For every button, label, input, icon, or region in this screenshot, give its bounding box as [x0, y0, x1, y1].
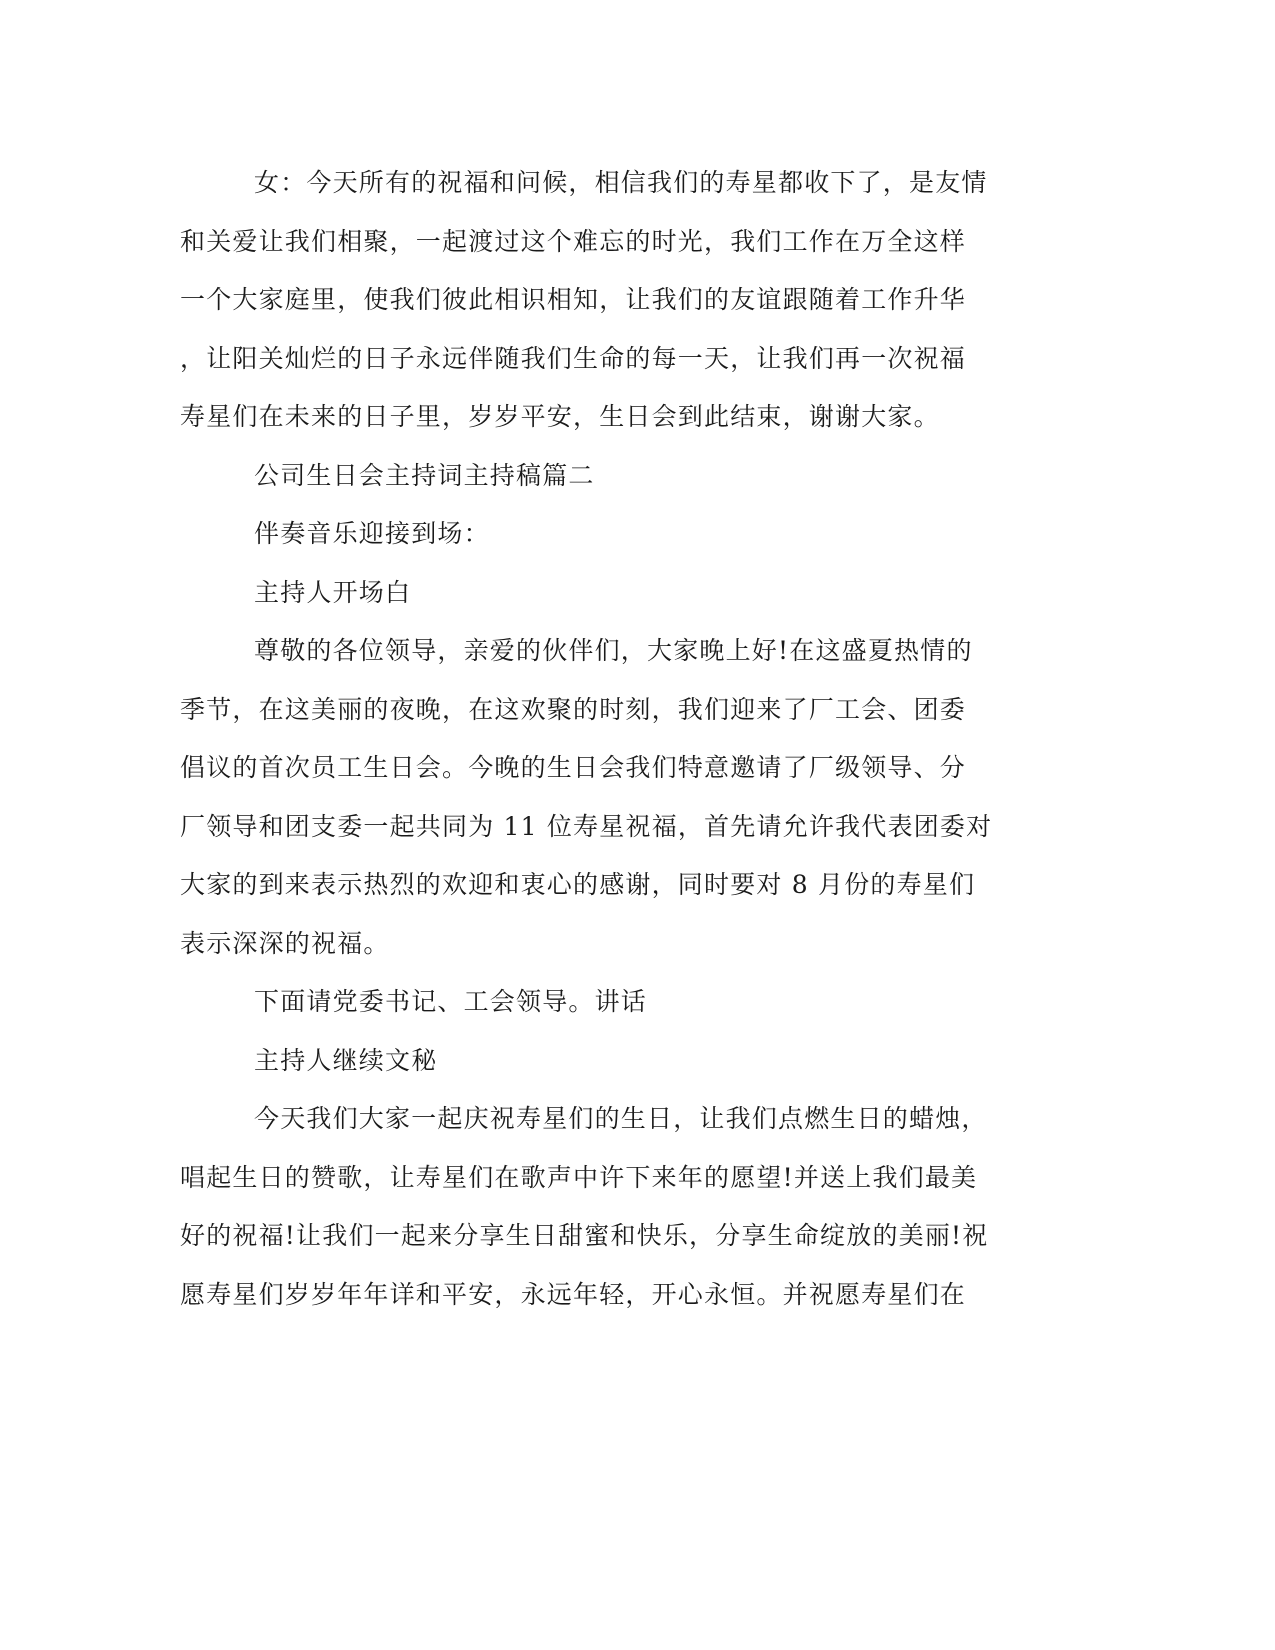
text-line: 好的祝福!让我们一起来分享生日甜蜜和快乐，分享生命绽放的美丽!祝 [180, 1221, 989, 1250]
text-line: 一个大家庭里，使我们彼此相识相知，让我们的友谊跟随着工作升华 [180, 285, 967, 314]
paragraph-closing-remarks [180, 154, 1040, 447]
text-line: 愿寿星们岁岁年年详和平安，永远年轻，开心永恒。并祝愿寿星们在 [180, 1279, 967, 1309]
paragraph-music-cue [180, 505, 1040, 564]
text-line: 厂领导和团支委一起共同为 11 位寿星祝福，首先请允许我代表团委对 [180, 811, 993, 841]
text-line: 伴奏音乐迎接到场： [254, 519, 490, 548]
text-line: 寿星们在未来的日子里，岁岁平安，生日会到此结束，谢谢大家。 [180, 402, 940, 431]
text-line: 今天我们大家一起庆祝寿星们的生日，让我们点燃生日的蜡烛， [254, 1104, 988, 1133]
document-page [180, 154, 1040, 1324]
text-line: 尊敬的各位领导，亲爱的伙伴们，大家晚上好!在这盛夏热情的 [254, 636, 973, 665]
text-line: 唱起生日的赞歌，让寿星们在歌声中许下来年的愿望!并送上我们最美 [180, 1162, 978, 1192]
text-line: 公司生日会主持词主持稿篇二 [254, 460, 595, 490]
text-line: 主持人开场白 [254, 577, 412, 607]
text-line: ，让阳关灿烂的日子永远伴随我们生命的每一天，让我们再一次祝福 [180, 343, 967, 373]
text-line: 主持人继续文秘 [254, 1045, 438, 1075]
paragraph-celebration-speech [180, 1090, 1040, 1324]
text-line: 下面请党委书记、工会领导。讲话 [254, 987, 648, 1016]
text-line: 女：今天所有的祝福和问候，相信我们的寿星都收下了，是友情 [254, 168, 988, 197]
paragraph-host-opening-label [180, 564, 1040, 623]
text-line: 表示深深的祝福。 [180, 928, 390, 958]
text-line: 倡议的首次员工生日会。今晚的生日会我们特意邀请了厂级领导、分 [180, 753, 967, 782]
paragraph-opening-speech [180, 622, 1040, 973]
paragraph-speech-cue [180, 973, 1040, 1032]
text-line: 大家的到来表示热烈的欢迎和衷心的感谢，同时要对 8 月份的寿星们 [180, 870, 976, 899]
text-line: 季节，在这美丽的夜晚，在这欢聚的时刻，我们迎来了厂工会、团委 [180, 694, 967, 724]
section-heading [180, 447, 1040, 506]
text-line: 和关爱让我们相聚，一起渡过这个难忘的时光，我们工作在万全这样 [180, 226, 967, 256]
paragraph-host-continue-label [180, 1032, 1040, 1091]
